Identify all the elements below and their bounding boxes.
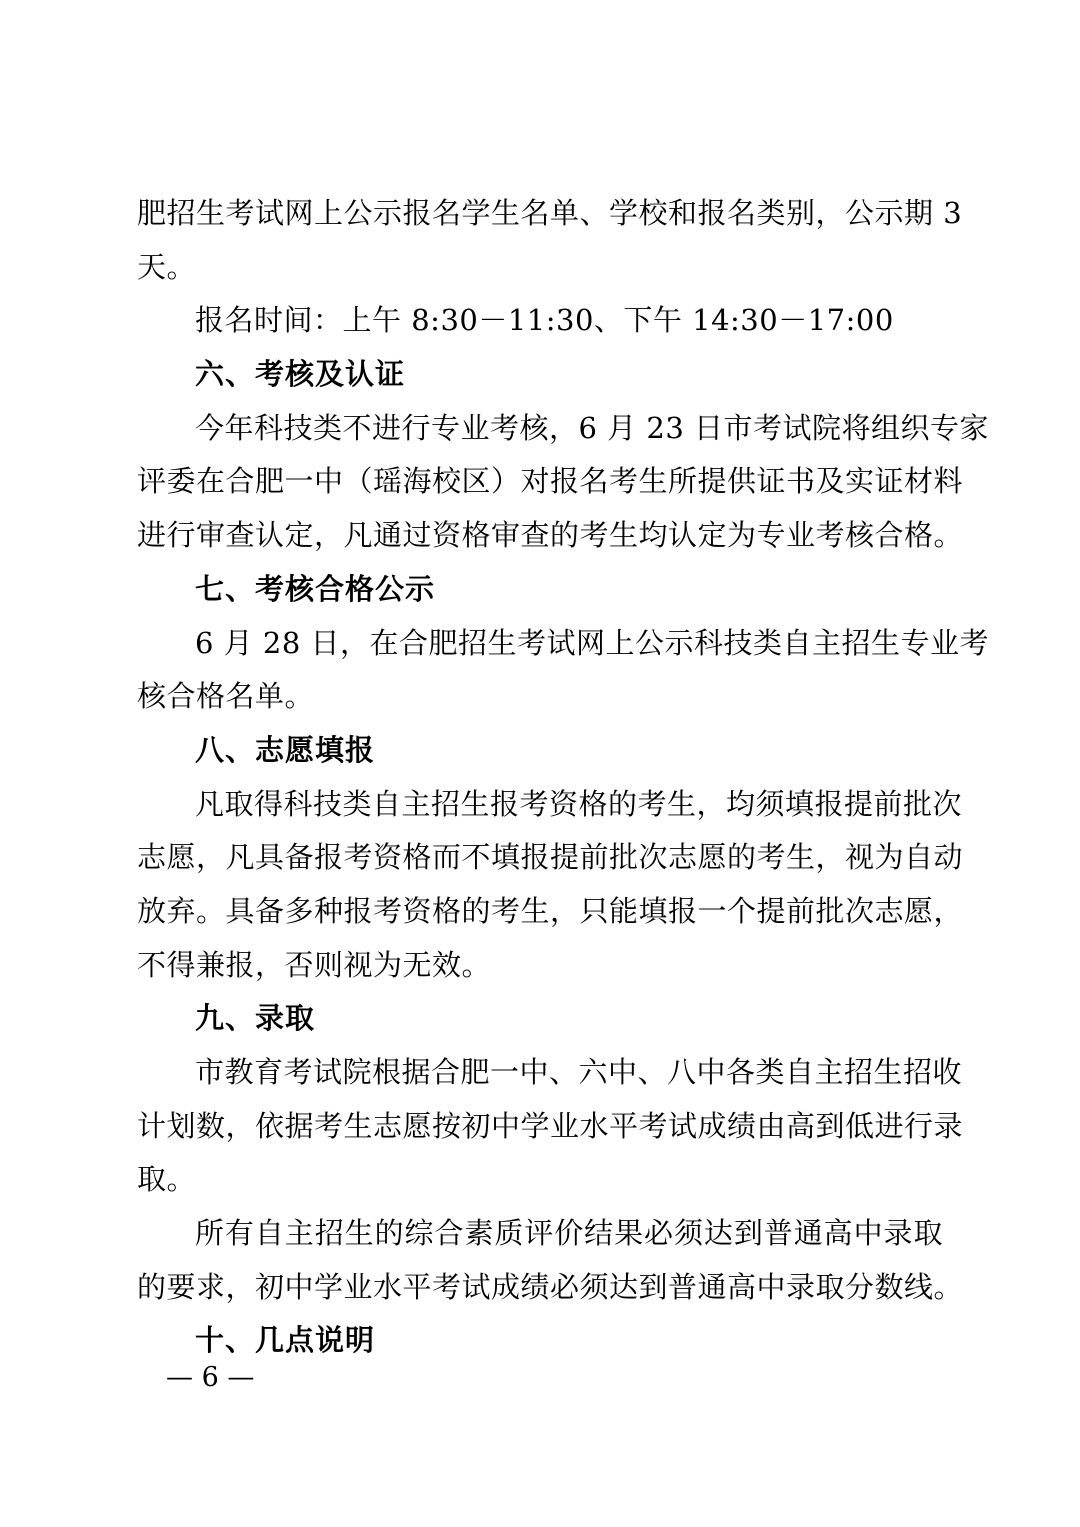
document-body	[137, 187, 990, 1368]
paragraph-line: 的要求，初中学业水平考试成绩必须达到普通高中录取分数线。	[137, 1269, 964, 1304]
paragraph-line: 市教育考试院根据合肥一中、六中、八中各类自主招生招收	[195, 1055, 963, 1089]
paragraph-line: 放弃。具备多种报考资格的考生，只能填报一个提前批次志愿，	[137, 893, 964, 928]
section-heading-6: 六、考核及认证	[195, 357, 406, 392]
section-heading-7: 七、考核合格公示	[195, 571, 436, 606]
paragraph-line: 今年科技类不进行专业考核，6 月 23 日市考试院将组织专家	[195, 410, 990, 445]
paragraph-line: 进行审查认定，凡通过资格审查的考生均认定为专业考核合格。	[137, 518, 964, 553]
section-heading-9: 九、录取	[195, 1001, 316, 1036]
paragraph-line: 计划数，依据考生志愿按初中学业水平考试成绩由高到低进行录	[137, 1108, 964, 1143]
paragraph-line: 肥招生考试网上公示报名学生名单、学校和报名类别，公示期 3	[137, 196, 963, 230]
paragraph-line: 所有自主招生的综合素质评价结果必须达到普通高中录取	[195, 1216, 943, 1251]
registration-time-line: 报名时间：上午 8:30－11:30、下午 14:30－17:00	[195, 303, 894, 338]
paragraph-line: 评委在合肥一中（瑶海校区）对报名考生所提供证书及实证材料	[137, 464, 964, 499]
paragraph-line: 志愿，凡具备报考资格而不填报提前批次志愿的考生，视为自动	[137, 840, 964, 875]
paragraph-line: 不得兼报，否则视为无效。	[137, 947, 492, 982]
paragraph-line: 核合格名单。	[137, 679, 315, 714]
section-heading-10: 十、几点说明	[195, 1323, 376, 1358]
paragraph-line: 6 月 28 日，在合肥招生考试网上公示科技类自主招生专业考	[195, 625, 990, 660]
paragraph-line: 凡取得科技类自主招生报考资格的考生，均须填报提前批次	[195, 786, 963, 821]
section-heading-8: 八、志愿填报	[195, 732, 376, 767]
paragraph-line: 取。	[137, 1162, 197, 1197]
page-number: — 6 —	[166, 1362, 255, 1393]
paragraph-line: 天。	[137, 249, 197, 284]
